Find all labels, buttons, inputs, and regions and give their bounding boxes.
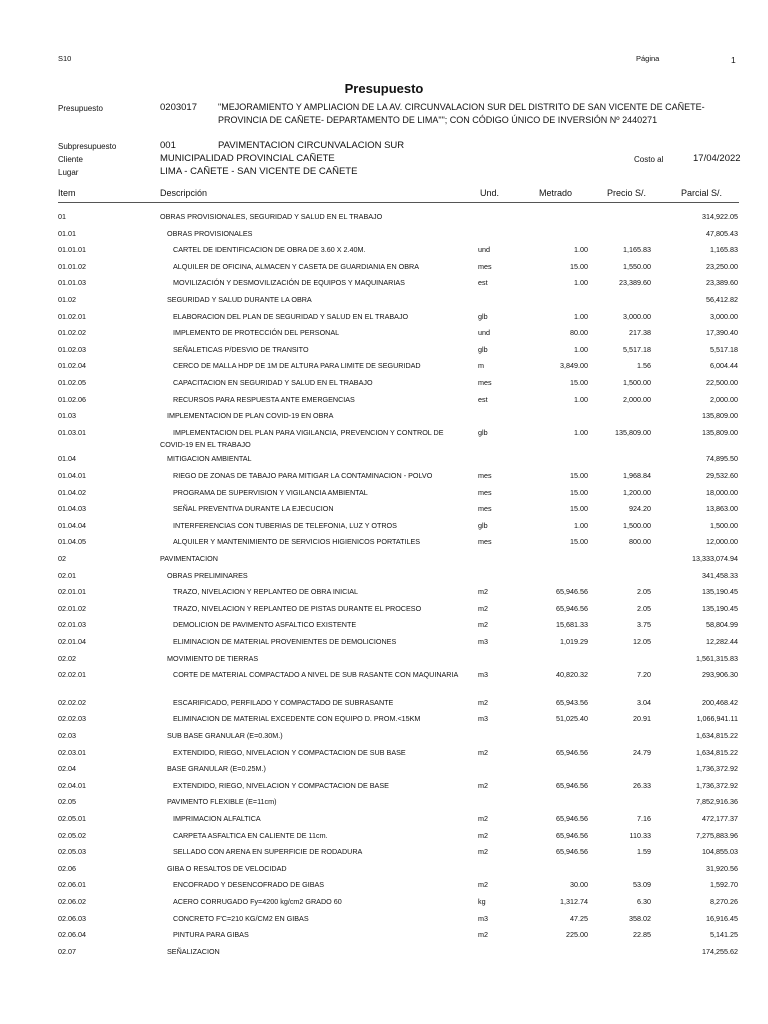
page-number: 1 <box>731 55 736 65</box>
row-unit: m3 <box>478 637 488 646</box>
row-description: CORTE DE MATERIAL COMPACTADO A NIVEL DE SUB RASANTE CON MAQUINARIA <box>173 670 459 680</box>
row-item-code: 02.05.01 <box>58 814 86 823</box>
row-item-code: 01.01.03 <box>58 278 86 288</box>
row-description: SEÑAL PREVENTIVA DURANTE LA EJECUCION <box>173 504 334 514</box>
budget-name-line1: "MEJORAMIENTO Y AMPLIACION DE LA AV. CIRCUNVALACION SUR DEL DISTRITO DE SAN VICENTE DE CAÑETE- <box>218 102 705 112</box>
column-header-unit: Und. <box>480 188 500 198</box>
table-row <box>0 504 768 520</box>
table-row <box>0 797 768 813</box>
row-description: OBRAS PROVISIONALES <box>167 228 253 238</box>
row-metrado: 15.00 <box>570 487 588 497</box>
row-description: IMPRIMACION ALFALTICA <box>173 814 261 823</box>
table-row <box>0 698 768 714</box>
row-unit: und <box>478 328 490 338</box>
row-metrado: 1.00 <box>574 394 588 404</box>
system-code: S10 <box>58 54 72 63</box>
row-unit-price: 1,500.00 <box>623 520 651 530</box>
row-partial: 1,165.83 <box>710 245 738 255</box>
row-partial: 12,000.00 <box>706 537 738 547</box>
row-metrado: 65,946.56 <box>556 780 588 790</box>
budget-label: Presupuesto <box>58 104 103 113</box>
table-row <box>0 328 768 344</box>
row-partial: 12,282.44 <box>706 637 738 646</box>
row-partial: 8,270.26 <box>710 897 738 906</box>
row-item-code: 01.04 <box>58 454 76 464</box>
row-metrado: 3,849.00 <box>560 361 588 371</box>
row-partial: 58,804.99 <box>706 620 738 630</box>
table-row <box>0 411 768 427</box>
row-item-code: 02.02.03 <box>58 714 86 724</box>
row-partial: 7,852,916.36 <box>696 797 738 807</box>
row-partial: 7,275,883.96 <box>696 830 738 840</box>
row-unit-price: 7.20 <box>637 670 651 680</box>
row-item-code: 01.02.04 <box>58 361 86 371</box>
row-unit: m3 <box>478 714 488 724</box>
table-row <box>0 521 768 537</box>
table-row <box>0 764 768 780</box>
row-item-code: 02.06.04 <box>58 930 86 940</box>
row-metrado: 1.00 <box>574 427 588 437</box>
header-divider <box>58 202 739 203</box>
row-unit-price: 53.09 <box>633 880 651 890</box>
row-unit: glb <box>478 311 488 321</box>
budget-name-line2: PROVINCIA DE CAÑETE- DEPARTAMENTO DE LIMA""; CON CÓDIGO ÚNICO DE INVERSIÓN Nº 2440271 <box>218 115 658 125</box>
row-description: PAVIMENTACION <box>160 554 218 563</box>
row-unit: und <box>478 245 490 255</box>
row-description: CERCO DE MALLA HDP DE 1M DE ALTURA PARA LIMITE DE SEGURIDAD <box>173 361 421 371</box>
column-header-item: Item <box>58 188 76 198</box>
table-row <box>0 847 768 863</box>
row-item-code: 02.02.01 <box>58 670 86 680</box>
row-unit-price: 24.79 <box>633 747 651 757</box>
row-partial: 6,004.44 <box>710 361 738 371</box>
cost-date-label: Costo al <box>634 155 664 164</box>
row-item-code: 01.04.02 <box>58 487 86 497</box>
row-partial: 5,517.18 <box>710 344 738 354</box>
row-unit-price: 3,000.00 <box>623 311 651 321</box>
table-row <box>0 278 768 294</box>
row-metrado: 1.00 <box>574 278 588 288</box>
row-unit-price: 358.02 <box>629 913 651 923</box>
row-item-code: 01.01 <box>58 228 76 238</box>
row-item-code: 01.03.01 <box>58 427 86 437</box>
row-item-code: 02.06.02 <box>58 897 86 906</box>
row-metrado: 65,946.56 <box>556 587 588 597</box>
row-description: SEGURIDAD Y SALUD DURANTE LA OBRA <box>167 295 312 304</box>
row-partial: 1,736,372.92 <box>696 780 738 790</box>
row-metrado: 225.00 <box>566 930 588 940</box>
row-partial: 1,634,815.22 <box>696 747 738 757</box>
row-item-code: 01.01.02 <box>58 261 86 271</box>
table-row <box>0 620 768 636</box>
table-row <box>0 864 768 880</box>
row-item-code: 02.02.02 <box>58 697 86 707</box>
table-row <box>0 361 768 377</box>
row-description: SELLADO CON ARENA EN SUPERFICIE DE RODADURA <box>173 847 363 857</box>
row-description: IMPLEMENTACION DEL PLAN PARA VIGILANCIA, PREVENCION Y CONTROL DE <box>173 427 444 437</box>
row-unit-price: 3.75 <box>637 620 651 630</box>
row-partial: 1,066,941.11 <box>696 714 738 724</box>
row-description: ELABORACION DEL PLAN DE SEGURIDAD Y SALUD EN EL TRABAJO <box>173 311 409 321</box>
row-unit: m2 <box>478 620 488 630</box>
table-row <box>0 471 768 487</box>
row-description: DEMOLICION DE PAVIMENTO ASFALTICO EXISTENTE <box>173 620 357 630</box>
row-item-code: 02.07 <box>58 946 76 956</box>
row-unit: m <box>478 361 484 371</box>
row-item-code: 01.03 <box>58 411 76 421</box>
row-unit-price: 1,165.83 <box>623 245 651 255</box>
row-unit: mes <box>478 504 492 514</box>
row-unit-price: 22.85 <box>633 930 651 940</box>
row-metrado: 65,943.56 <box>556 697 588 707</box>
table-row <box>0 814 768 830</box>
row-item-code: 02.06.01 <box>58 880 86 890</box>
row-partial: 17,390.40 <box>706 328 738 338</box>
row-unit-price: 12.05 <box>633 637 651 646</box>
row-unit: m2 <box>478 603 488 613</box>
row-item-code: 01 <box>58 212 66 221</box>
row-unit-price: 6.30 <box>637 897 651 906</box>
row-unit: m2 <box>478 847 488 857</box>
table-row <box>0 212 768 228</box>
row-description: INTERFERENCIAS CON TUBERIAS DE TELEFONIA, LUZ Y OTROS <box>173 520 397 530</box>
row-item-code: 01.04.05 <box>58 537 86 547</box>
row-unit: m2 <box>478 697 488 707</box>
place-name: LIMA - CAÑETE - SAN VICENTE DE CAÑETE <box>160 166 358 177</box>
table-row <box>0 245 768 261</box>
row-partial: 472,177.37 <box>702 814 738 823</box>
table-row <box>0 454 768 470</box>
row-description: ELIMINACION DE MATERIAL PROVENIENTES DE DEMOLICIONES <box>173 637 397 646</box>
row-unit-price: 23,389.60 <box>619 278 651 288</box>
row-unit-price: 924.20 <box>629 504 651 514</box>
subbudget-code: 001 <box>160 140 176 151</box>
row-description: MOVIMIENTO DE TIERRAS <box>167 653 259 663</box>
row-description: OBRAS PROVISIONALES, SEGURIDAD Y SALUD EN EL TRABAJO <box>160 212 383 221</box>
table-row <box>0 670 768 686</box>
row-unit: m3 <box>478 670 488 680</box>
table-row <box>0 714 768 730</box>
column-header-price: Precio S/. <box>607 188 647 198</box>
row-partial: 314,922.05 <box>702 212 738 221</box>
row-unit-price: 2,000.00 <box>623 394 651 404</box>
row-metrado: 65,946.56 <box>556 814 588 823</box>
row-partial: 135,190.45 <box>702 587 738 597</box>
row-metrado: 1.00 <box>574 520 588 530</box>
row-unit: mes <box>478 261 492 271</box>
row-description: ALQUILER Y MANTENIMIENTO DE SERVICIOS HIGIENICOS PORTATILES <box>173 537 421 547</box>
row-partial: 18,000.00 <box>706 487 738 497</box>
row-item-code: 01.02.05 <box>58 378 86 387</box>
row-unit-price: 110.33 <box>629 830 651 840</box>
row-metrado: 1.00 <box>574 311 588 321</box>
table-row <box>0 731 768 747</box>
row-partial: 1,592.70 <box>710 880 738 890</box>
row-unit: m2 <box>478 830 488 840</box>
table-row <box>0 947 768 963</box>
row-partial: 1,500.00 <box>710 520 738 530</box>
row-description: OBRAS PRELIMINARES <box>167 570 248 580</box>
row-item-code: 02.05.03 <box>58 847 86 857</box>
row-unit-price: 7.16 <box>637 814 651 823</box>
row-metrado: 15.00 <box>570 471 588 480</box>
row-item-code: 02.05.02 <box>58 830 86 840</box>
row-description: ESCARIFICADO, PERFILADO Y COMPACTADO DE SUBRASANTE <box>173 697 394 707</box>
row-description: MITIGACION AMBIENTAL <box>167 454 252 464</box>
row-unit: mes <box>478 378 492 387</box>
row-unit: mes <box>478 537 492 547</box>
row-metrado: 1,312.74 <box>560 897 588 906</box>
row-partial: 23,389.60 <box>706 278 738 288</box>
table-row <box>0 831 768 847</box>
row-metrado: 15.00 <box>570 378 588 387</box>
table-row <box>0 637 768 653</box>
row-unit: m2 <box>478 587 488 597</box>
row-description: TRAZO, NIVELACION Y REPLANTEO DE OBRA INICIAL <box>173 587 359 597</box>
row-description: SEÑALIZACION <box>167 946 220 956</box>
table-row <box>0 312 768 328</box>
row-description: ENCOFRADO Y DESENCOFRADO DE GIBAS <box>173 880 325 890</box>
page-label: Página <box>636 54 660 63</box>
row-item-code: 01.02.02 <box>58 328 86 338</box>
row-description: TRAZO, NIVELACION Y REPLANTEO DE PISTAS DURANTE EL PROCESO <box>173 603 422 613</box>
row-description: PINTURA PARA GIBAS <box>173 930 249 940</box>
row-item-code: 01.02.06 <box>58 394 86 404</box>
row-description: PAVIMENTO FLEXIBLE (E=11cm) <box>167 797 277 807</box>
table-row <box>0 897 768 913</box>
row-description: SUB BASE GRANULAR (E=0.30M.) <box>167 731 283 740</box>
row-partial: 104,855.03 <box>702 847 738 857</box>
budget-code: 0203017 <box>160 102 197 113</box>
row-item-code: 02.01 <box>58 570 76 580</box>
row-description: SEÑALETICAS P/DESVIO DE TRANSITO <box>173 344 309 354</box>
row-item-code: 02.06.03 <box>58 913 86 923</box>
row-item-code: 02.03 <box>58 731 76 740</box>
table-row <box>0 654 768 670</box>
row-unit-price: 26.33 <box>633 780 651 790</box>
row-partial: 1,561,315.83 <box>696 653 738 663</box>
table-row <box>0 378 768 394</box>
row-metrado: 15,681.33 <box>556 620 588 630</box>
row-partial: 135,809.00 <box>702 427 738 437</box>
row-unit: glb <box>478 427 488 437</box>
row-item-code: 02.01.02 <box>58 603 86 613</box>
row-description: ELIMINACION DE MATERIAL EXCEDENTE CON EQUIPO D. PROM.<15KM <box>173 714 421 724</box>
row-item-code: 01.02.03 <box>58 344 86 354</box>
column-header-metrado: Metrado <box>539 188 573 198</box>
row-unit: est <box>478 278 488 288</box>
row-item-code: 02 <box>58 554 66 563</box>
row-unit: m2 <box>478 930 488 940</box>
row-metrado: 65,946.56 <box>556 830 588 840</box>
table-row <box>0 587 768 603</box>
row-partial: 29,532.60 <box>706 471 738 480</box>
table-row <box>0 604 768 620</box>
row-description: BASE GRANULAR (E=0.25M.) <box>167 764 266 774</box>
subbudget-label: Subpresupuesto <box>58 142 117 151</box>
row-unit-price: 1,550.00 <box>623 261 651 271</box>
row-partial: 174,255.62 <box>702 946 738 956</box>
row-description: CARTEL DE IDENTIFICACION DE OBRA DE 3.60 X 2.40M. <box>173 245 366 255</box>
row-metrado: 40,820.32 <box>556 670 588 680</box>
client-label: Cliente <box>58 155 83 164</box>
row-unit-price: 1,500.00 <box>623 378 651 387</box>
table-row <box>0 262 768 278</box>
row-unit: glb <box>478 520 488 530</box>
row-item-code: 01.02.01 <box>58 311 86 321</box>
row-description: ACERO CORRUGADO Fy=4200 kg/cm2 GRADO 60 <box>173 897 342 906</box>
row-partial: 13,333,074.94 <box>692 554 738 563</box>
row-description: CONCRETO F'C=210 KG/CM2 EN GIBAS <box>173 913 309 923</box>
row-metrado: 65,946.56 <box>556 847 588 857</box>
row-item-code: 01.01.01 <box>58 245 86 255</box>
row-item-code: 01.02 <box>58 295 76 304</box>
row-metrado: 30.00 <box>570 880 588 890</box>
row-unit-price: 3.04 <box>637 697 651 707</box>
subbudget-name: PAVIMENTACION CIRCUNVALACION SUR <box>218 140 405 151</box>
table-row <box>0 781 768 797</box>
row-item-code: 02.04 <box>58 764 76 774</box>
row-partial: 31,920.56 <box>706 863 738 873</box>
row-unit-price: 217.38 <box>629 328 651 338</box>
row-metrado: 15.00 <box>570 261 588 271</box>
row-metrado: 47.25 <box>570 913 588 923</box>
row-description: EXTENDIDO, RIEGO, NIVELACION Y COMPACTACION DE BASE <box>173 780 389 790</box>
row-metrado: 65,946.56 <box>556 603 588 613</box>
table-row <box>0 554 768 570</box>
row-metrado: 15.00 <box>570 504 588 514</box>
row-description-continued: COVID-19 EN EL TRABAJO <box>160 439 251 449</box>
row-item-code: 02.05 <box>58 797 76 807</box>
row-metrado: 51,025.40 <box>556 714 588 724</box>
row-partial: 16,916.45 <box>706 913 738 923</box>
table-row <box>0 345 768 361</box>
table-row <box>0 295 768 311</box>
row-unit-price: 1,968.84 <box>623 471 651 480</box>
row-description: RIEGO DE ZONAS DE TABAJO PARA MITIGAR LA CONTAMINACION - POLVO <box>173 471 433 480</box>
row-metrado: 80.00 <box>570 328 588 338</box>
row-partial: 23,250.00 <box>706 261 738 271</box>
table-row <box>0 537 768 553</box>
row-unit-price: 20.91 <box>633 714 651 724</box>
cost-date: 17/04/2022 <box>693 153 741 164</box>
table-row <box>0 395 768 411</box>
column-header-description: Descripción <box>160 188 208 198</box>
row-item-code: 02.01.01 <box>58 587 86 597</box>
row-partial: 1,736,372.92 <box>696 764 738 774</box>
row-description: PROGRAMA DE SUPERVISION Y VIGILANCIA AMBIENTAL <box>173 487 368 497</box>
row-partial: 22,500.00 <box>706 378 738 387</box>
row-item-code: 01.04.03 <box>58 504 86 514</box>
row-description: RECURSOS PARA RESPUESTA ANTE EMERGENCIAS <box>173 394 355 404</box>
row-description: CARPETA ASFALTICA EN CALIENTE DE 11cm. <box>173 830 328 840</box>
row-unit-price: 2.05 <box>637 603 651 613</box>
table-row <box>0 488 768 504</box>
row-metrado: 15.00 <box>570 537 588 547</box>
row-item-code: 02.06 <box>58 863 76 873</box>
table-row <box>0 229 768 245</box>
row-description: ALQUILER DE OFICINA, ALMACEN Y CASETA DE GUARDIANIA EN OBRA <box>173 261 420 271</box>
row-unit: est <box>478 394 488 404</box>
row-unit: kg <box>478 897 486 906</box>
row-partial: 341,458.33 <box>702 570 738 580</box>
row-partial: 74,895.50 <box>706 454 738 464</box>
row-description: CAPACITACION EN SEGURIDAD Y SALUD EN EL TRABAJO <box>173 378 373 387</box>
row-item-code: 02.01.03 <box>58 620 86 630</box>
table-row <box>0 427 768 449</box>
row-unit: mes <box>478 471 492 480</box>
row-description: EXTENDIDO, RIEGO, NIVELACION Y COMPACTACION DE SUB BASE <box>173 747 406 757</box>
table-row <box>0 571 768 587</box>
row-description: IMPLEMENTO DE PROTECCIÓN DEL PERSONAL <box>173 328 340 338</box>
row-description: IMPLEMENTACION DE PLAN COVID-19 EN OBRA <box>167 411 334 421</box>
row-unit-price: 135,809.00 <box>615 427 651 437</box>
row-metrado: 1,019.29 <box>560 637 588 646</box>
document-title: Presupuesto <box>344 81 424 96</box>
row-metrado: 1.00 <box>574 245 588 255</box>
row-partial: 135,190.45 <box>702 603 738 613</box>
table-row <box>0 914 768 930</box>
row-item-code: 02.03.01 <box>58 747 86 757</box>
row-unit-price: 2.05 <box>637 587 651 597</box>
row-partial: 47,805.43 <box>706 228 738 238</box>
row-metrado: 1.00 <box>574 344 588 354</box>
row-unit-price: 800.00 <box>629 537 651 547</box>
row-unit: m3 <box>478 913 488 923</box>
row-partial: 3,000.00 <box>710 311 738 321</box>
row-unit-price: 5,517.18 <box>623 344 651 354</box>
client-name: MUNICIPALIDAD PROVINCIAL CAÑETE <box>160 153 335 164</box>
row-item-code: 01.04.04 <box>58 520 86 530</box>
row-unit: m2 <box>478 747 488 757</box>
row-partial: 135,809.00 <box>702 411 738 421</box>
row-unit: m2 <box>478 880 488 890</box>
table-row <box>0 930 768 946</box>
row-metrado: 65,946.56 <box>556 747 588 757</box>
row-unit-price: 1,200.00 <box>623 487 651 497</box>
row-unit: m2 <box>478 780 488 790</box>
row-partial: 293,906.30 <box>702 670 738 680</box>
row-item-code: 01.04.01 <box>58 471 86 480</box>
table-row <box>0 880 768 896</box>
row-unit: glb <box>478 344 488 354</box>
row-item-code: 02.04.01 <box>58 780 86 790</box>
row-partial: 13,863.00 <box>706 504 738 514</box>
row-description: GIBA O RESALTOS DE VELOCIDAD <box>167 863 287 873</box>
row-partial: 200,468.42 <box>702 697 738 707</box>
row-unit: mes <box>478 487 492 497</box>
row-description: MOVILIZACIÓN Y DESMOVILIZACIÓN DE EQUIPOS Y MAQUINARIAS <box>173 278 405 288</box>
row-item-code: 02.02 <box>58 653 76 663</box>
column-header-partial: Parcial S/. <box>681 188 723 198</box>
row-partial: 5,141.25 <box>710 930 738 940</box>
row-unit-price: 1.59 <box>637 847 651 857</box>
row-unit: m2 <box>478 814 488 823</box>
table-row <box>0 748 768 764</box>
row-partial: 1,634,815.22 <box>696 731 738 740</box>
place-label: Lugar <box>58 168 79 177</box>
row-unit-price: 1.56 <box>637 361 651 371</box>
row-partial: 2,000.00 <box>710 394 738 404</box>
row-partial: 56,412.82 <box>706 295 738 304</box>
row-item-code: 02.01.04 <box>58 637 86 646</box>
